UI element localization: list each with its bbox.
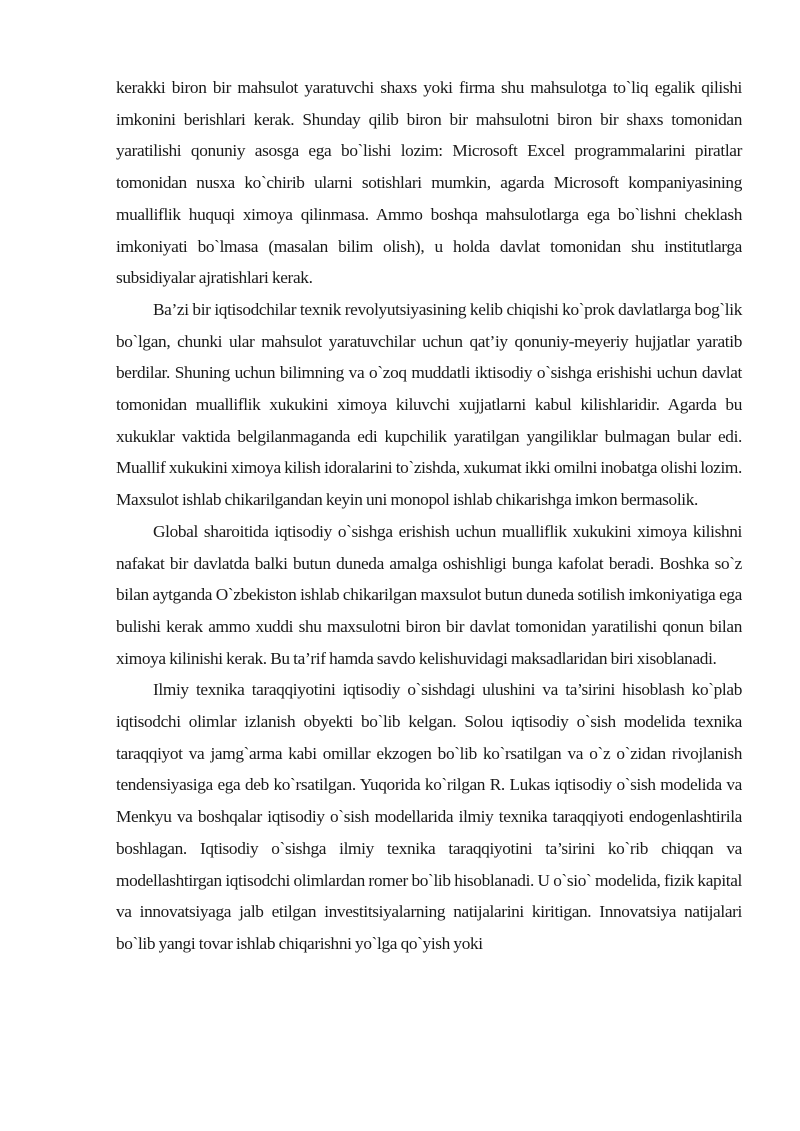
paragraph-4: Ilmiy texnika taraqqiyotini iqtisodiy o`sishdagi ulushini va ta’sirini hisoblash ko`plab iqtisodchi olimlar izlanish obyekti bo`lib kelgan. Solou iqtisodiy o`sish modelida texnika taraqqiyot va jamg`arma kabi omillar ekzogen bo`lib ko`rsatilgan va o`z o`zidan rivojlanish tendensiyasiga ega deb ko`rsatilgan. Yuqorida ko`rilgan R. Lukas iqtisodiy o`sish modelida va Menkyu va boshqalar iqtisodiy o`sish modellarida ilmiy texnika taraqqiyoti endogenlashtirila boshlagan. Iqtisodiy o`sishga ilmiy texnika taraqqiyotini ta’sirini ko`rib chiqqan va modellashtirgan iqtisodchi olimlardan romer bo`lib hisoblanadi. U o`sio` modelida, fizik kapital va innovatsiyaga jalb etilgan investitsiyalarning natijalarini kiritigan. Innovatsiya natijalari bo`lib yangi tovar ishlab chiqarishni yo`lga qo`yish yoki xyxy=(116,680,742,953)
document-page xyxy=(116,72,742,960)
paragraph-2: Ba’zi bir iqtisodchilar texnik revolyutsiyasining kelib chiqishi ko`prok davlatlarga bog`lik bo`lgan, chunki ular mahsulot yaratuvchilar uchun qat’iy qonuniy-meyeriy hujjatlar yaratib berdilar. Shuning uchun bilimning va o`zoq muddatli iktisodiy o`sishga erishishi uchun davlat tomonidan mualliflik xukukini ximoya kiluvchi xujjatlarni kabul kilishlaridir. Agarda bu xukuklar vaktida belgilanmaganda edi kupchilik yaratilgan yangiliklar bulmagan bular edi. Muallif xukukini ximoya kilish idoralarini to`zishda, xukumat ikki omilni inobatga olishi lozim. Maxsulot ishlab chikarilgandan keyin uni monopol ishlab chikarishga imkon bermasolik. xyxy=(116,299,742,510)
paragraph-3: Global sharoitida iqtisodiy o`sishga erishish uchun mualliflik xukukini ximoya kilishni nafakat bir davlatda balki butun duneda amalga oshishligi bunga kafolat beradi. Boshka so`z bilan aytganda O`zbekiston ishlab chikarilgan maxsulot butun duneda sotilish imkoniyatiga ega bulishi kerak ammo xuddi shu maxsulotni biron bir davlat tomonidan yaratilishi qonun bilan ximoya kilinishi kerak. Bu ta’rif hamda savdo kelishuvidagi maksadlaridan biri xisoblanadi. xyxy=(116,521,742,668)
paragraph-1: kerakki biron bir mahsulot yaratuvchi shaxs yoki firma shu mahsulotga to`liq egalik qilishi imkonini berishlari kerak. Shunday qilib biron bir mahsulotni biron bir shaxs tomonidan yaratilishi qonuniy asosga ega bo`lishi lozim: Microsoft Excel programmalarini piratlar tomonidan nusxa ko`chirib ularni sotishlari mumkin, agarda Microsoft kompaniyasining mualliflik huquqi ximoya qilinmasa. Ammo boshqa mahsulotlarga ega bo`lishni cheklash imkoniyati bo`lmasa (masalan bilim olish), u holda davlat tomonidan shu institutlarga subsidiyalar ajratishlari kerak. xyxy=(116,78,742,288)
